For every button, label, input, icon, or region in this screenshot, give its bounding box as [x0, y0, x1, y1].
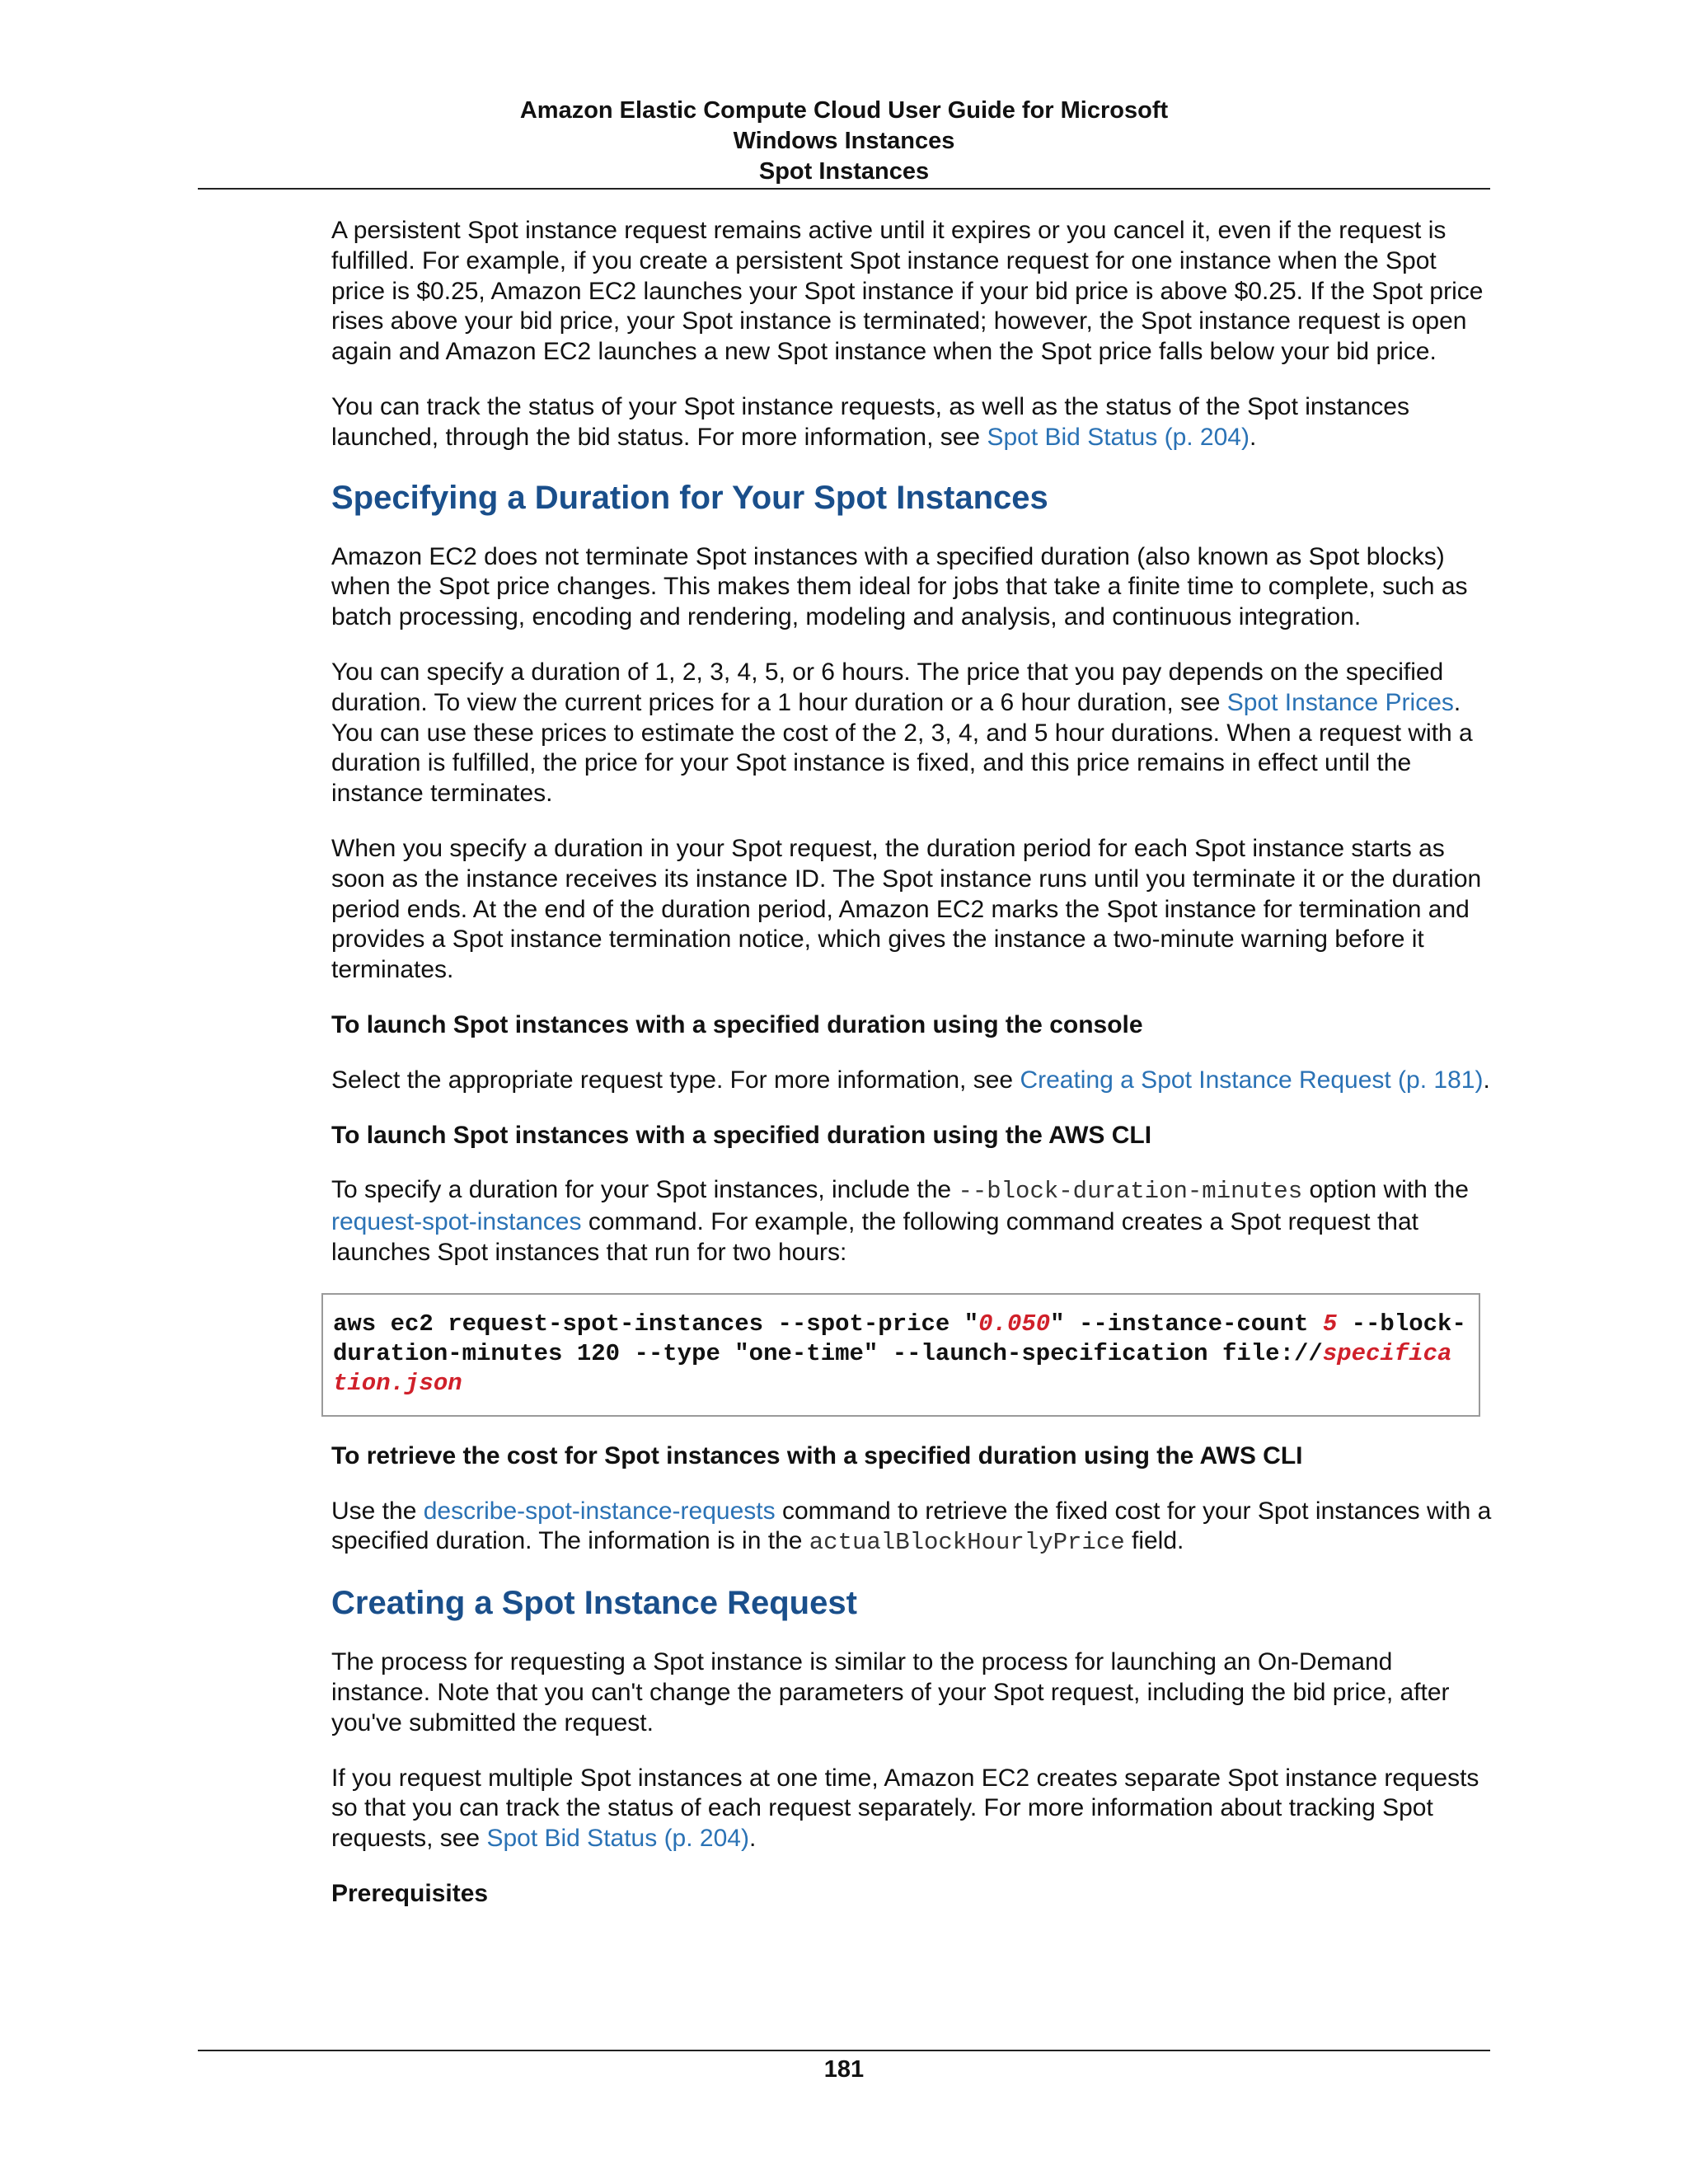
code-text: duration-minutes 120 --type "one-time" --launch-specification file://: [333, 1339, 1323, 1367]
heading-creating-spot-request: Creating a Spot Instance Request: [331, 1585, 857, 1622]
header-section-title: Spot Instances: [758, 158, 930, 185]
code-text: --block-: [1337, 1310, 1466, 1338]
paragraph-spot-blocks: Amazon EC2 does not terminate Spot instances with a specified duration (also known as Spot blocks) when the Spot price changes. This makes them ideal for jobs that take a finite time to complete, such as batch processing, encoding and rendering, modeling and analysis, and continuous integration.: [331, 542, 1468, 631]
procedure-title-console: To launch Spot instances with a specified duration using the console: [331, 1010, 1143, 1038]
code-placeholder-file: tion.json: [333, 1369, 462, 1397]
paragraph-track-status: [331, 392, 1493, 453]
describe-spot-instance-requests-link[interactable]: describe-spot-instance-requests: [423, 1497, 776, 1525]
code-line: [333, 1369, 1470, 1399]
spot-bid-status-link[interactable]: Spot Bid Status (p. 204): [987, 423, 1250, 451]
paragraph-text: field.: [1124, 1527, 1184, 1555]
code-placeholder-file: specifica: [1322, 1339, 1452, 1367]
inline-code-actual-block-hourly-price: actualBlockHourlyPrice: [809, 1529, 1125, 1557]
paragraph-describe-requests: [331, 1497, 1493, 1559]
procedure-title-cli: To launch Spot instances with a specified duration using the AWS CLI: [331, 1121, 1152, 1149]
paragraph-text: You can track the status of your Spot instance requests, as well as the status of the Spot instances launched, through the bid status. For more information, see: [331, 392, 1409, 451]
paragraph-text: .: [748, 1825, 757, 1853]
page-header: [198, 96, 1490, 187]
paragraph-text: .: [1249, 423, 1257, 451]
spot-instance-prices-link[interactable]: Spot Instance Prices: [1226, 688, 1454, 716]
code-text: " --instance-count: [1050, 1310, 1323, 1338]
spot-bid-status-link-2[interactable]: Spot Bid Status (p. 204): [486, 1825, 749, 1853]
header-rule: [198, 188, 1490, 190]
code-line: [333, 1339, 1470, 1369]
code-line: [333, 1310, 1470, 1339]
procedure-title-prerequisites: Prerequisites: [331, 1879, 489, 1907]
code-block-request-spot-instances: [321, 1293, 1480, 1417]
page-content: [331, 216, 1493, 1934]
paragraph-text: Use the: [331, 1497, 424, 1525]
paragraph-duration-prices: [331, 658, 1493, 809]
paragraph-select-request-type: [331, 1066, 1493, 1096]
procedure-title-retrieve-cost: To retrieve the cost for Spot instances with a specified duration using the AWS CLI: [331, 1441, 1303, 1469]
footer-rule: [198, 2050, 1490, 2051]
header-guide-title: Amazon Elastic Compute Cloud User Guide for Microsoft: [519, 97, 1169, 124]
header-guide-subtitle: Windows Instances: [733, 128, 955, 154]
paragraph-persistent-request: A persistent Spot instance request remains active until it expires or you cancel it, even if the request is fulfilled. For example, if you create a persistent Spot instance request for one instance when the Spot price is $0.25, Amazon EC2 launches your Spot instance if your bid price is above $0.25. If the Spot price rises above your bid price, your Spot instance is terminated; however, the Spot instance request is open again and Amazon EC2 launches a new Spot instance when the Spot price falls below your bid price.: [331, 217, 1484, 366]
paragraph-block-duration-option: [331, 1175, 1493, 1268]
page-number: 181: [823, 2056, 865, 2083]
paragraph-text: Select the appropriate request type. For more information, see: [331, 1066, 1020, 1094]
code-text: aws ec2 request-spot-instances --spot-price ": [333, 1310, 979, 1338]
inline-code-block-duration: --block-duration-minutes: [958, 1178, 1303, 1206]
paragraph-text: option with the: [1302, 1176, 1469, 1204]
paragraph-text: You can specify a duration of 1, 2, 3, 4, 5, or 6 hours. The price that you pay depends on the specified duration. To view the current prices for a 1 hour duration or a 6 hour duration, see: [331, 658, 1444, 716]
paragraph-text: command to retrieve the fixed cost for your Spot instances with a specified duration. The information is in the: [331, 1497, 1492, 1555]
paragraph-duration-period: When you specify a duration in your Spot request, the duration period for each Spot instance starts as soon as the instance receives its instance ID. The Spot instance runs until you terminate it or the duration period ends. At the end of the duration period, Amazon EC2 marks the Spot instance for termination and provides a Spot instance termination notice, which gives the instance a two-minute warning before it terminates.: [331, 834, 1482, 984]
paragraph-text: If you request multiple Spot instances at one time, Amazon EC2 creates separate Spot instance requests so that you can track the status of each request separately. For more information about tracking Spot requests, see: [331, 1764, 1479, 1853]
paragraph-text: To specify a duration for your Spot instances, include the: [331, 1176, 959, 1204]
code-placeholder-price: 0.050: [978, 1310, 1051, 1338]
paragraph-text: . You can use these prices to estimate the cost of the 2, 3, 4, and 5 hour durations. When a request with a duration is fulfilled, the price for your Spot instance is fixed, and this price remains in effect until the instance terminates.: [331, 688, 1473, 808]
request-spot-instances-link[interactable]: request-spot-instances: [331, 1208, 582, 1236]
code-placeholder-count: 5: [1322, 1310, 1338, 1338]
paragraph-text: command. For example, the following command creates a Spot request that launches Spot instances that run for two hours:: [331, 1208, 1419, 1266]
heading-specifying-duration: Specifying a Duration for Your Spot Instances: [331, 479, 1048, 516]
paragraph-multiple-requests: [331, 1764, 1493, 1854]
paragraph-text: .: [1483, 1066, 1490, 1094]
creating-spot-request-link[interactable]: Creating a Spot Instance Request (p. 181): [1020, 1066, 1484, 1094]
paragraph-request-process: The process for requesting a Spot instance is similar to the process for launching an On-Demand instance. Note that you can't change the parameters of your Spot request, including the bid price, after you've submitted the request.: [331, 1648, 1450, 1736]
